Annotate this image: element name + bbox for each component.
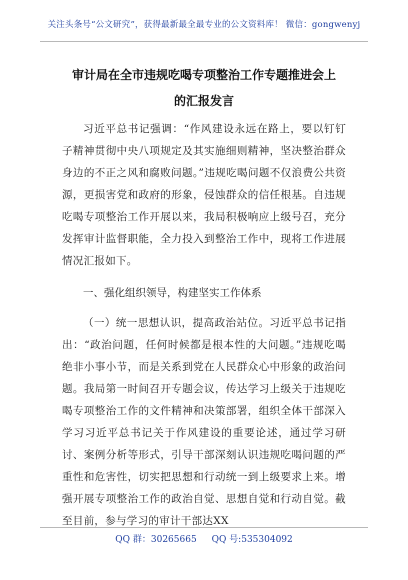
document-title: 审计局在全市违规吃喝专项整治工作专题推进会上的汇报发言 — [71, 68, 336, 108]
header-divider — [40, 41, 368, 42]
page-header — [0, 0, 408, 46]
intro-paragraph: 习近平总书记强调：“作风建设永远在路上，要以钉钉子精神贯彻中央八项规定及其实施细则精神，坚决整治群众身边的不正之风和腐败问题。”违规吃喝问题不仅浪费公共资源，更损害党和政府的形象，侵蚀群众的信任根基。自违规吃喝专项整治工作开展以来，我局积极响应上级号召，充分发挥审计监督职能，全力投入到整治工作中，现将工作进展情况汇报如下。 — [62, 123, 346, 267]
section-heading: 一、强化组织领导，构建坚实工作体系 — [83, 287, 262, 299]
document-body — [62, 118, 346, 532]
footer-qq-number: QQ 号:535304092 — [211, 535, 293, 545]
page-footer — [0, 532, 408, 545]
header-promo-text: 关注头条号“公文研究”，获得最新最全最专业的公文资料库！ 微信：gongwenyj — [47, 20, 361, 30]
footer-divider — [40, 527, 368, 528]
footer-qq-group: QQ 群：30265665 — [115, 535, 197, 545]
section-paragraph: （一）统一思想认识，提高政治站位。习近平总书记指出：“政治问题，任何时候都是根本性的大问题。”违规吃喝绝非小事小节，而是关系到党在人民群众心中形象的政治问题。我局第一时间召开专题会议，传达学习上级关于违规吃喝专项整治工作的文件精神和决策部署，组织全体干部深入学习习近平总书记关于作风建设的重要论述，通过学习研讨、案例分析等形式，引导干部深刻认识违规吃喝问题的严重性和危害性，切实把思想和行动统一到上级要求上来。增强开展专项整治工作的政治自觉、思想自觉和行动自觉。截至目前，参与学习的审计干部达XX — [62, 317, 346, 527]
